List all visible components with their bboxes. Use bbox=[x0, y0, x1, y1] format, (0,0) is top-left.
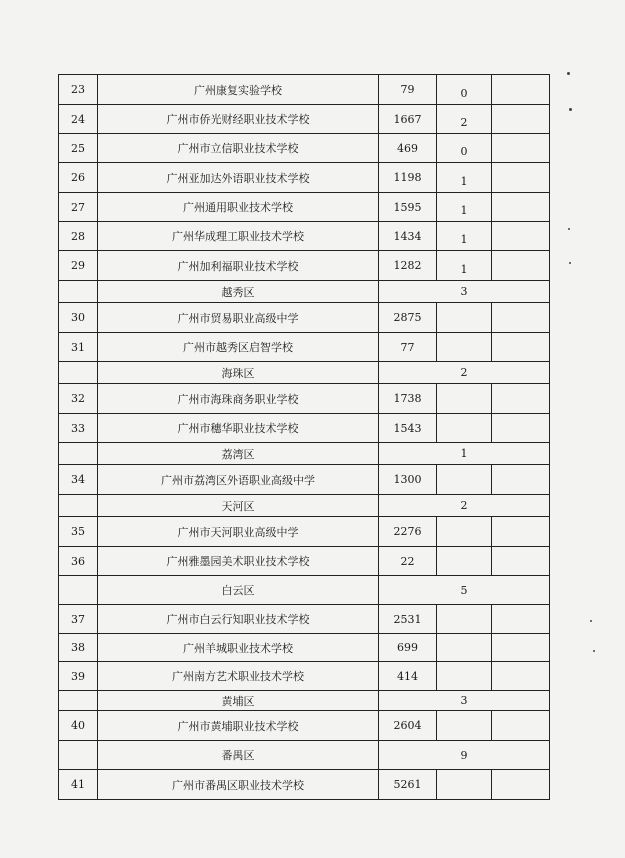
student-count: 77 bbox=[379, 333, 437, 362]
district-row bbox=[59, 495, 550, 517]
district-total: 1 bbox=[379, 443, 550, 465]
district-row bbox=[59, 741, 550, 770]
blank-cell bbox=[492, 193, 550, 222]
school-row bbox=[59, 384, 550, 414]
school-name: 广州南方艺术职业技术学校 bbox=[98, 662, 379, 691]
quota-value bbox=[437, 605, 492, 634]
row-index: 24 bbox=[59, 105, 98, 134]
blank-cell bbox=[492, 163, 550, 193]
blank-cell bbox=[492, 634, 550, 662]
school-row bbox=[59, 105, 550, 134]
scan-speck bbox=[568, 228, 570, 230]
student-count: 1434 bbox=[379, 222, 437, 251]
student-count: 2875 bbox=[379, 303, 437, 333]
blank-cell bbox=[492, 517, 550, 547]
row-index: 41 bbox=[59, 770, 98, 800]
row-index: 31 bbox=[59, 333, 98, 362]
district-row bbox=[59, 443, 550, 465]
scan-speck bbox=[567, 72, 570, 75]
student-count: 2604 bbox=[379, 711, 437, 741]
blank-cell bbox=[59, 576, 98, 605]
quota-value bbox=[437, 770, 492, 800]
district-row bbox=[59, 281, 550, 303]
student-count: 2276 bbox=[379, 517, 437, 547]
row-index: 37 bbox=[59, 605, 98, 634]
blank-cell bbox=[59, 741, 98, 770]
school-name: 广州市侨光财经职业技术学校 bbox=[98, 105, 379, 134]
blank-cell bbox=[59, 443, 98, 465]
row-index: 26 bbox=[59, 163, 98, 193]
school-name: 广州市黄埔职业技术学校 bbox=[98, 711, 379, 741]
row-index: 39 bbox=[59, 662, 98, 691]
student-count: 79 bbox=[379, 75, 437, 105]
row-index: 34 bbox=[59, 465, 98, 495]
district-total: 3 bbox=[379, 691, 550, 711]
quota-value: 1 bbox=[437, 163, 492, 193]
quota-value bbox=[437, 414, 492, 443]
student-count: 1282 bbox=[379, 251, 437, 281]
school-row bbox=[59, 711, 550, 741]
row-index: 32 bbox=[59, 384, 98, 414]
blank-cell bbox=[59, 691, 98, 711]
school-name: 广州雅墨园美术职业技术学校 bbox=[98, 547, 379, 576]
student-count: 699 bbox=[379, 634, 437, 662]
row-index: 29 bbox=[59, 251, 98, 281]
blank-cell bbox=[59, 362, 98, 384]
district-name: 天河区 bbox=[98, 495, 379, 517]
scan-speck bbox=[569, 108, 572, 111]
school-name: 广州市番禺区职业技术学校 bbox=[98, 770, 379, 800]
quota-value: 2 bbox=[437, 105, 492, 134]
district-name: 番禺区 bbox=[98, 741, 379, 770]
quota-value bbox=[437, 711, 492, 741]
row-index: 27 bbox=[59, 193, 98, 222]
school-name: 广州市穗华职业技术学校 bbox=[98, 414, 379, 443]
blank-cell bbox=[492, 222, 550, 251]
school-row bbox=[59, 605, 550, 634]
blank-cell bbox=[492, 465, 550, 495]
school-row bbox=[59, 662, 550, 691]
row-index: 38 bbox=[59, 634, 98, 662]
school-name: 广州市白云行知职业技术学校 bbox=[98, 605, 379, 634]
row-index: 36 bbox=[59, 547, 98, 576]
district-name: 白云区 bbox=[98, 576, 379, 605]
blank-cell bbox=[492, 547, 550, 576]
district-total: 9 bbox=[379, 741, 550, 770]
district-name: 海珠区 bbox=[98, 362, 379, 384]
district-name: 黄埔区 bbox=[98, 691, 379, 711]
row-index: 33 bbox=[59, 414, 98, 443]
row-index: 23 bbox=[59, 75, 98, 105]
school-row bbox=[59, 222, 550, 251]
school-list-body bbox=[59, 75, 550, 800]
blank-cell bbox=[492, 251, 550, 281]
district-total: 5 bbox=[379, 576, 550, 605]
blank-cell bbox=[492, 711, 550, 741]
school-row bbox=[59, 303, 550, 333]
row-index: 35 bbox=[59, 517, 98, 547]
school-name: 广州康复实验学校 bbox=[98, 75, 379, 105]
school-name: 广州市越秀区启智学校 bbox=[98, 333, 379, 362]
blank-cell bbox=[492, 605, 550, 634]
school-row bbox=[59, 634, 550, 662]
school-name: 广州通用职业技术学校 bbox=[98, 193, 379, 222]
blank-cell bbox=[492, 303, 550, 333]
school-name: 广州加利福职业技术学校 bbox=[98, 251, 379, 281]
quota-value bbox=[437, 662, 492, 691]
row-index: 28 bbox=[59, 222, 98, 251]
district-total: 2 bbox=[379, 362, 550, 384]
school-row bbox=[59, 251, 550, 281]
school-row bbox=[59, 770, 550, 800]
student-count: 1543 bbox=[379, 414, 437, 443]
school-row bbox=[59, 193, 550, 222]
scan-speck bbox=[569, 262, 571, 264]
school-row bbox=[59, 465, 550, 495]
school-name: 广州市海珠商务职业学校 bbox=[98, 384, 379, 414]
district-row bbox=[59, 362, 550, 384]
blank-cell bbox=[492, 662, 550, 691]
school-row bbox=[59, 547, 550, 576]
blank-cell bbox=[492, 333, 550, 362]
district-total: 2 bbox=[379, 495, 550, 517]
district-row bbox=[59, 576, 550, 605]
blank-cell bbox=[492, 75, 550, 105]
quota-value bbox=[437, 547, 492, 576]
school-name: 广州市贸易职业高级中学 bbox=[98, 303, 379, 333]
student-count: 1738 bbox=[379, 384, 437, 414]
blank-cell bbox=[492, 770, 550, 800]
district-row bbox=[59, 691, 550, 711]
quota-value bbox=[437, 303, 492, 333]
quota-value bbox=[437, 634, 492, 662]
student-count: 469 bbox=[379, 134, 437, 163]
school-list-table bbox=[58, 74, 550, 800]
blank-cell bbox=[492, 105, 550, 134]
scan-speck bbox=[590, 620, 592, 622]
school-row bbox=[59, 163, 550, 193]
quota-value: 1 bbox=[437, 193, 492, 222]
quota-value bbox=[437, 333, 492, 362]
blank-cell bbox=[59, 495, 98, 517]
blank-cell bbox=[492, 384, 550, 414]
school-row bbox=[59, 75, 550, 105]
student-count: 1300 bbox=[379, 465, 437, 495]
blank-cell bbox=[492, 414, 550, 443]
school-name: 广州市立信职业技术学校 bbox=[98, 134, 379, 163]
school-row bbox=[59, 134, 550, 163]
district-name: 越秀区 bbox=[98, 281, 379, 303]
student-count: 5261 bbox=[379, 770, 437, 800]
district-total: 3 bbox=[379, 281, 550, 303]
district-name: 荔湾区 bbox=[98, 443, 379, 465]
school-row bbox=[59, 517, 550, 547]
school-name: 广州华成理工职业技术学校 bbox=[98, 222, 379, 251]
quota-value bbox=[437, 384, 492, 414]
school-name: 广州市天河职业高级中学 bbox=[98, 517, 379, 547]
school-row bbox=[59, 414, 550, 443]
student-count: 1595 bbox=[379, 193, 437, 222]
row-index: 30 bbox=[59, 303, 98, 333]
student-count: 2531 bbox=[379, 605, 437, 634]
quota-value: 1 bbox=[437, 222, 492, 251]
quota-value: 0 bbox=[437, 75, 492, 105]
student-count: 1198 bbox=[379, 163, 437, 193]
student-count: 1667 bbox=[379, 105, 437, 134]
school-name: 广州羊城职业技术学校 bbox=[98, 634, 379, 662]
school-name: 广州亚加达外语职业技术学校 bbox=[98, 163, 379, 193]
quota-value bbox=[437, 465, 492, 495]
row-index: 25 bbox=[59, 134, 98, 163]
student-count: 414 bbox=[379, 662, 437, 691]
quota-value: 1 bbox=[437, 251, 492, 281]
school-name: 广州市荔湾区外语职业高级中学 bbox=[98, 465, 379, 495]
school-row bbox=[59, 333, 550, 362]
blank-cell bbox=[59, 281, 98, 303]
blank-cell bbox=[492, 134, 550, 163]
student-count: 22 bbox=[379, 547, 437, 576]
quota-value bbox=[437, 517, 492, 547]
row-index: 40 bbox=[59, 711, 98, 741]
scan-speck bbox=[593, 650, 595, 652]
quota-value: 0 bbox=[437, 134, 492, 163]
